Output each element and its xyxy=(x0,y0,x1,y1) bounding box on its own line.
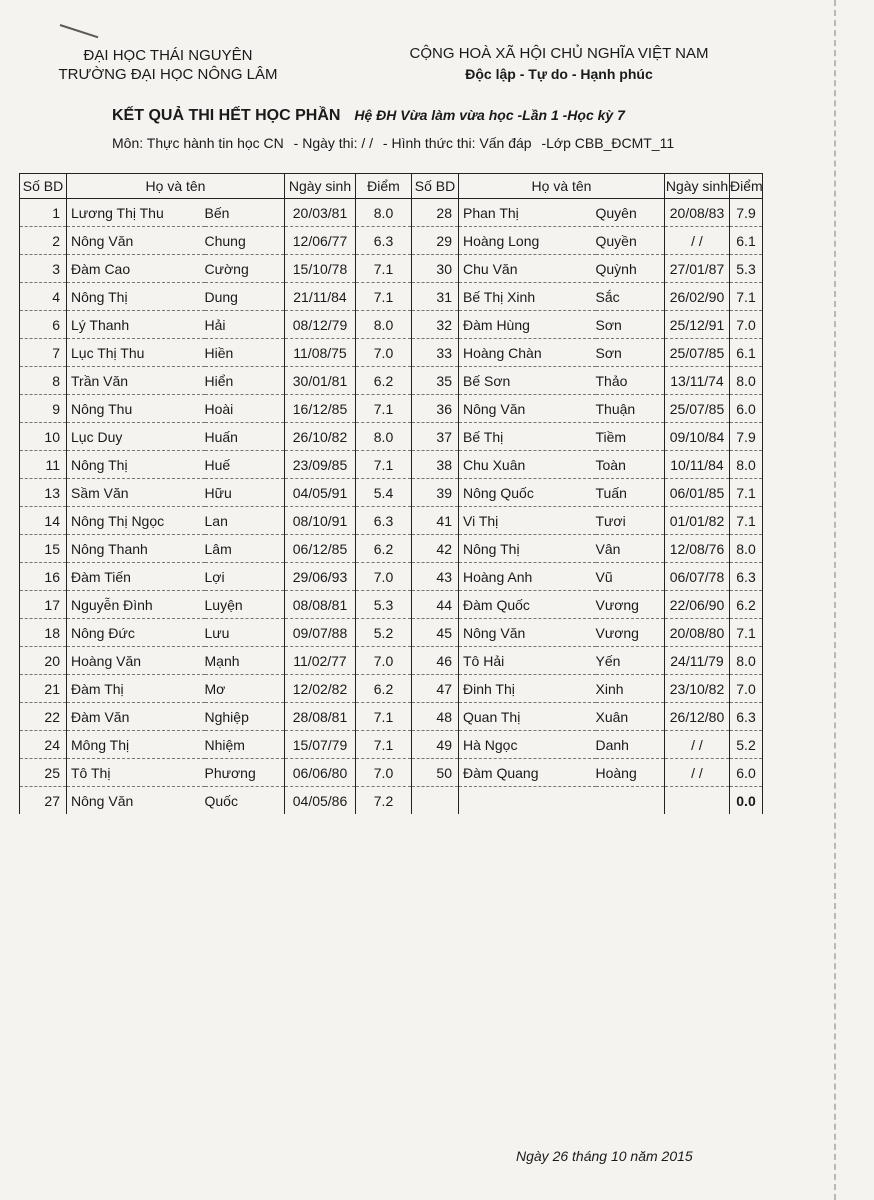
left-given-cell: Lan xyxy=(205,507,285,535)
left-family-cell: Nông Đức xyxy=(67,619,205,647)
right-family-cell: Chu Xuân xyxy=(459,451,596,479)
left-score-cell: 7.2 xyxy=(356,787,412,815)
right-given-cell: Vương xyxy=(596,591,665,619)
left-score-cell: 7.1 xyxy=(356,703,412,731)
left-dob-cell: 16/12/85 xyxy=(285,395,356,423)
institution-header xyxy=(58,46,278,84)
header-cell: Số BD xyxy=(20,174,67,199)
left-dob-cell: 11/08/75 xyxy=(285,339,356,367)
left-dob-cell: 26/10/82 xyxy=(285,423,356,451)
right-sbd-cell: 38 xyxy=(412,451,459,479)
right-sbd-cell: 45 xyxy=(412,619,459,647)
left-given-cell: Quốc xyxy=(205,787,285,815)
right-dob-cell: / / xyxy=(665,227,730,255)
table-row xyxy=(20,255,763,283)
right-given-cell: Thuận xyxy=(596,395,665,423)
right-sbd-cell: 41 xyxy=(412,507,459,535)
left-given-cell: Hiển xyxy=(205,367,285,395)
left-dob-cell: 30/01/81 xyxy=(285,367,356,395)
left-sbd-cell: 21 xyxy=(20,675,67,703)
left-family-cell: Đàm Văn xyxy=(67,703,205,731)
left-given-cell: Huấn xyxy=(205,423,285,451)
table-row xyxy=(20,199,763,227)
left-given-cell: Nghiệp xyxy=(205,703,285,731)
left-sbd-cell: 7 xyxy=(20,339,67,367)
right-family-cell: Quan Thị xyxy=(459,703,596,731)
left-sbd-cell: 11 xyxy=(20,451,67,479)
right-given-cell: Vũ xyxy=(596,563,665,591)
right-sbd-cell: 33 xyxy=(412,339,459,367)
right-score-cell: 5.2 xyxy=(730,731,763,759)
right-given-cell: Tiềm xyxy=(596,423,665,451)
document-title xyxy=(112,107,625,125)
left-score-cell: 7.0 xyxy=(356,563,412,591)
left-dob-cell: 15/10/78 xyxy=(285,255,356,283)
right-dob-cell: 27/01/87 xyxy=(665,255,730,283)
right-sbd-cell: 37 xyxy=(412,423,459,451)
left-given-cell: Bến xyxy=(205,199,285,227)
left-given-cell: Luyện xyxy=(205,591,285,619)
left-score-cell: 6.2 xyxy=(356,535,412,563)
right-dob-cell xyxy=(665,787,730,815)
left-family-cell: Đàm Cao xyxy=(67,255,205,283)
right-dob-cell: 26/02/90 xyxy=(665,283,730,311)
right-given-cell: Quyền xyxy=(596,227,665,255)
right-family-cell: Tô Hải xyxy=(459,647,596,675)
right-score-cell: 8.0 xyxy=(730,535,763,563)
right-given-cell: Sơn xyxy=(596,339,665,367)
left-family-cell: Lục Duy xyxy=(67,423,205,451)
right-dob-cell: 06/01/85 xyxy=(665,479,730,507)
left-given-cell: Lợi xyxy=(205,563,285,591)
left-dob-cell: 09/07/88 xyxy=(285,619,356,647)
left-sbd-cell: 4 xyxy=(20,283,67,311)
header-cell: Ngày sinh xyxy=(665,174,730,199)
right-given-cell: Thảo xyxy=(596,367,665,395)
right-dob-cell: 12/08/76 xyxy=(665,535,730,563)
right-score-cell: 8.0 xyxy=(730,647,763,675)
left-given-cell: Phương xyxy=(205,759,285,787)
table-row xyxy=(20,591,763,619)
right-dob-cell: 23/10/82 xyxy=(665,675,730,703)
left-score-cell: 7.1 xyxy=(356,255,412,283)
right-dob-cell: 01/01/82 xyxy=(665,507,730,535)
right-family-cell: Nông Thị xyxy=(459,535,596,563)
national-motto: Độc lập - Tự do - Hạnh phúc xyxy=(465,66,653,82)
right-given-cell: Xuân xyxy=(596,703,665,731)
table-row xyxy=(20,339,763,367)
left-family-cell: Tô Thị xyxy=(67,759,205,787)
right-dob-cell: 20/08/80 xyxy=(665,619,730,647)
table-row xyxy=(20,227,763,255)
scan-edge xyxy=(832,0,836,1200)
left-family-cell: Đàm Thị xyxy=(67,675,205,703)
left-dob-cell: 08/12/79 xyxy=(285,311,356,339)
left-family-cell: Nông Thị Ngọc xyxy=(67,507,205,535)
right-given-cell: Quỳnh xyxy=(596,255,665,283)
left-family-cell: Nông Văn xyxy=(67,227,205,255)
left-score-cell: 8.0 xyxy=(356,311,412,339)
right-family-cell: Bế Thị Xinh xyxy=(459,283,596,311)
right-score-cell: 7.9 xyxy=(730,423,763,451)
header-cell: Số BD xyxy=(412,174,459,199)
signing-date: Ngày 26 tháng 10 năm 2015 xyxy=(516,1148,693,1164)
grades-table xyxy=(19,173,763,814)
left-sbd-cell: 10 xyxy=(20,423,67,451)
left-sbd-cell: 9 xyxy=(20,395,67,423)
table-row xyxy=(20,479,763,507)
right-given-cell: Quyên xyxy=(596,199,665,227)
left-sbd-cell: 22 xyxy=(20,703,67,731)
left-sbd-cell: 8 xyxy=(20,367,67,395)
right-score-cell: 5.3 xyxy=(730,255,763,283)
right-dob-cell: 24/11/79 xyxy=(665,647,730,675)
school-name: TRƯỜNG ĐẠI HỌC NÔNG LÂM xyxy=(58,66,278,83)
left-dob-cell: 06/06/80 xyxy=(285,759,356,787)
right-family-cell: Bế Sơn xyxy=(459,367,596,395)
left-given-cell: Hiền xyxy=(205,339,285,367)
table-header-row xyxy=(20,174,763,199)
left-score-cell: 8.0 xyxy=(356,199,412,227)
right-given-cell: Sắc xyxy=(596,283,665,311)
right-sbd-cell: 42 xyxy=(412,535,459,563)
right-sbd-cell: 30 xyxy=(412,255,459,283)
country-name: CỘNG HOÀ XÃ HỘI CHỦ NGHĨA VIỆT NAM xyxy=(409,45,709,62)
left-family-cell: Lương Thị Thu xyxy=(67,199,205,227)
left-dob-cell: 12/06/77 xyxy=(285,227,356,255)
right-score-cell: 8.0 xyxy=(730,367,763,395)
right-given-cell: Toàn xyxy=(596,451,665,479)
table-row xyxy=(20,731,763,759)
left-given-cell: Lưu xyxy=(205,619,285,647)
header-cell: Họ và tên xyxy=(459,174,665,199)
right-given-cell: Yến xyxy=(596,647,665,675)
left-score-cell: 5.2 xyxy=(356,619,412,647)
right-sbd-cell: 48 xyxy=(412,703,459,731)
table-row xyxy=(20,507,763,535)
left-sbd-cell: 20 xyxy=(20,647,67,675)
right-sbd-cell: 31 xyxy=(412,283,459,311)
national-header xyxy=(400,44,718,84)
table-row xyxy=(20,451,763,479)
right-score-cell: 6.0 xyxy=(730,759,763,787)
class-name: -Lớp CBB_ĐCMT_11 xyxy=(541,135,675,151)
left-family-cell: Nguyễn Đình xyxy=(67,591,205,619)
left-family-cell: Nông Thanh xyxy=(67,535,205,563)
left-dob-cell: 06/12/85 xyxy=(285,535,356,563)
left-sbd-cell: 15 xyxy=(20,535,67,563)
left-dob-cell: 08/10/91 xyxy=(285,507,356,535)
right-family-cell: Hoàng Chàn xyxy=(459,339,596,367)
scan-mark xyxy=(60,24,99,38)
right-given-cell: Xinh xyxy=(596,675,665,703)
right-score-cell: 7.0 xyxy=(730,311,763,339)
left-family-cell: Nông Thu xyxy=(67,395,205,423)
right-score-cell: 8.0 xyxy=(730,451,763,479)
right-sbd-cell: 29 xyxy=(412,227,459,255)
right-sbd-cell: 32 xyxy=(412,311,459,339)
left-dob-cell: 11/02/77 xyxy=(285,647,356,675)
left-sbd-cell: 13 xyxy=(20,479,67,507)
right-family-cell: Vi Thị xyxy=(459,507,596,535)
left-score-cell: 6.2 xyxy=(356,675,412,703)
left-given-cell: Huế xyxy=(205,451,285,479)
left-dob-cell: 28/08/81 xyxy=(285,703,356,731)
right-given-cell: Danh xyxy=(596,731,665,759)
right-family-cell: Đinh Thị xyxy=(459,675,596,703)
table-row xyxy=(20,535,763,563)
right-family-cell: Đàm Hùng xyxy=(459,311,596,339)
right-family-cell: Bế Thị xyxy=(459,423,596,451)
right-family-cell: Hoàng Long xyxy=(459,227,596,255)
right-dob-cell: 20/08/83 xyxy=(665,199,730,227)
table-row xyxy=(20,675,763,703)
right-sbd-cell: 43 xyxy=(412,563,459,591)
right-given-cell: Vân xyxy=(596,535,665,563)
right-score-cell: 6.3 xyxy=(730,703,763,731)
right-score-cell: 7.1 xyxy=(730,507,763,535)
left-sbd-cell: 1 xyxy=(20,199,67,227)
right-score-cell: 0.0 xyxy=(730,787,763,815)
left-dob-cell: 15/07/79 xyxy=(285,731,356,759)
subject: Môn: Thực hành tin học CN xyxy=(112,135,284,151)
left-dob-cell: 04/05/86 xyxy=(285,787,356,815)
left-family-cell: Hoàng Văn xyxy=(67,647,205,675)
right-dob-cell: 09/10/84 xyxy=(665,423,730,451)
right-score-cell: 6.0 xyxy=(730,395,763,423)
left-score-cell: 7.1 xyxy=(356,451,412,479)
table-row xyxy=(20,311,763,339)
right-dob-cell: 10/11/84 xyxy=(665,451,730,479)
left-dob-cell: 20/03/81 xyxy=(285,199,356,227)
left-score-cell: 8.0 xyxy=(356,423,412,451)
table-row xyxy=(20,563,763,591)
right-dob-cell: / / xyxy=(665,759,730,787)
left-sbd-cell: 27 xyxy=(20,787,67,815)
left-sbd-cell: 6 xyxy=(20,311,67,339)
left-given-cell: Nhiệm xyxy=(205,731,285,759)
right-family-cell: Phan Thị xyxy=(459,199,596,227)
header-cell: Điểm xyxy=(730,174,763,199)
right-sbd-cell: 50 xyxy=(412,759,459,787)
title-sub: Hệ ĐH Vừa làm vừa học -Lần 1 -Học kỳ 7 xyxy=(354,107,625,123)
left-dob-cell: 21/11/84 xyxy=(285,283,356,311)
right-given-cell: Hoàng xyxy=(596,759,665,787)
left-score-cell: 6.2 xyxy=(356,367,412,395)
exam-form: - Hình thức thi: Vấn đáp xyxy=(382,135,532,151)
right-family-cell: Đàm Quang xyxy=(459,759,596,787)
left-dob-cell: 04/05/91 xyxy=(285,479,356,507)
right-score-cell: 7.9 xyxy=(730,199,763,227)
right-family-cell: Chu Văn xyxy=(459,255,596,283)
right-dob-cell: 25/07/85 xyxy=(665,395,730,423)
right-score-cell: 7.1 xyxy=(730,619,763,647)
right-dob-cell: 06/07/78 xyxy=(665,563,730,591)
left-score-cell: 7.1 xyxy=(356,395,412,423)
left-sbd-cell: 16 xyxy=(20,563,67,591)
table-row xyxy=(20,647,763,675)
left-family-cell: Trần Văn xyxy=(67,367,205,395)
university-name: ĐẠI HỌC THÁI NGUYÊN xyxy=(83,47,253,64)
right-family-cell: Đàm Quốc xyxy=(459,591,596,619)
right-score-cell: 6.3 xyxy=(730,563,763,591)
left-sbd-cell: 2 xyxy=(20,227,67,255)
right-dob-cell: 25/07/85 xyxy=(665,339,730,367)
exam-info xyxy=(112,135,680,151)
right-sbd-cell: 36 xyxy=(412,395,459,423)
header-cell: Ngày sinh xyxy=(285,174,356,199)
left-family-cell: Lý Thanh xyxy=(67,311,205,339)
right-given-cell: Vương xyxy=(596,619,665,647)
left-score-cell: 7.1 xyxy=(356,283,412,311)
left-sbd-cell: 25 xyxy=(20,759,67,787)
left-given-cell: Lâm xyxy=(205,535,285,563)
right-given-cell: Tươi xyxy=(596,507,665,535)
right-dob-cell: 25/12/91 xyxy=(665,311,730,339)
left-score-cell: 7.0 xyxy=(356,759,412,787)
right-sbd-cell: 44 xyxy=(412,591,459,619)
table-row xyxy=(20,759,763,787)
right-sbd-cell: 47 xyxy=(412,675,459,703)
right-score-cell: 7.1 xyxy=(730,479,763,507)
left-score-cell: 5.3 xyxy=(356,591,412,619)
table-row xyxy=(20,283,763,311)
left-given-cell: Cường xyxy=(205,255,285,283)
right-given-cell: Sơn xyxy=(596,311,665,339)
left-family-cell: Nông Thị xyxy=(67,283,205,311)
right-sbd-cell xyxy=(412,787,459,815)
table-row xyxy=(20,423,763,451)
left-family-cell: Nông Thị xyxy=(67,451,205,479)
table-body xyxy=(20,199,763,815)
left-score-cell: 5.4 xyxy=(356,479,412,507)
right-dob-cell: / / xyxy=(665,731,730,759)
left-dob-cell: 23/09/85 xyxy=(285,451,356,479)
left-family-cell: Đàm Tiến xyxy=(67,563,205,591)
right-score-cell: 6.1 xyxy=(730,339,763,367)
left-sbd-cell: 3 xyxy=(20,255,67,283)
table-row xyxy=(20,787,763,815)
left-given-cell: Hữu xyxy=(205,479,285,507)
left-score-cell: 6.3 xyxy=(356,227,412,255)
left-sbd-cell: 24 xyxy=(20,731,67,759)
exam-date: - Ngày thi: / / xyxy=(293,135,374,151)
left-sbd-cell: 14 xyxy=(20,507,67,535)
left-score-cell: 6.3 xyxy=(356,507,412,535)
title-main: KẾT QUẢ THI HẾT HỌC PHẦN xyxy=(112,107,341,124)
right-given-cell xyxy=(596,787,665,815)
table-row xyxy=(20,703,763,731)
header-cell: Họ và tên xyxy=(67,174,285,199)
left-dob-cell: 29/06/93 xyxy=(285,563,356,591)
right-dob-cell: 13/11/74 xyxy=(665,367,730,395)
right-dob-cell: 26/12/80 xyxy=(665,703,730,731)
left-given-cell: Chung xyxy=(205,227,285,255)
left-family-cell: Nông Văn xyxy=(67,787,205,815)
left-family-cell: Mông Thị xyxy=(67,731,205,759)
left-family-cell: Sầm Văn xyxy=(67,479,205,507)
right-sbd-cell: 49 xyxy=(412,731,459,759)
right-score-cell: 6.2 xyxy=(730,591,763,619)
left-dob-cell: 08/08/81 xyxy=(285,591,356,619)
right-family-cell: Nông Văn xyxy=(459,395,596,423)
left-sbd-cell: 18 xyxy=(20,619,67,647)
right-family-cell xyxy=(459,787,596,815)
left-score-cell: 7.0 xyxy=(356,647,412,675)
right-family-cell: Nông Quốc xyxy=(459,479,596,507)
left-sbd-cell: 17 xyxy=(20,591,67,619)
left-given-cell: Hoài xyxy=(205,395,285,423)
table-row xyxy=(20,395,763,423)
right-score-cell: 7.0 xyxy=(730,675,763,703)
left-family-cell: Lục Thị Thu xyxy=(67,339,205,367)
right-sbd-cell: 35 xyxy=(412,367,459,395)
right-dob-cell: 22/06/90 xyxy=(665,591,730,619)
left-given-cell: Mơ xyxy=(205,675,285,703)
right-sbd-cell: 39 xyxy=(412,479,459,507)
right-family-cell: Nông Văn xyxy=(459,619,596,647)
right-score-cell: 6.1 xyxy=(730,227,763,255)
right-sbd-cell: 46 xyxy=(412,647,459,675)
left-score-cell: 7.1 xyxy=(356,731,412,759)
right-score-cell: 7.1 xyxy=(730,283,763,311)
header-cell: Điểm xyxy=(356,174,412,199)
left-given-cell: Dung xyxy=(205,283,285,311)
table-row xyxy=(20,619,763,647)
left-score-cell: 7.0 xyxy=(356,339,412,367)
left-given-cell: Mạnh xyxy=(205,647,285,675)
right-family-cell: Hoàng Anh xyxy=(459,563,596,591)
right-family-cell: Hà Ngọc xyxy=(459,731,596,759)
left-given-cell: Hải xyxy=(205,311,285,339)
table-row xyxy=(20,367,763,395)
right-given-cell: Tuấn xyxy=(596,479,665,507)
right-sbd-cell: 28 xyxy=(412,199,459,227)
left-dob-cell: 12/02/82 xyxy=(285,675,356,703)
